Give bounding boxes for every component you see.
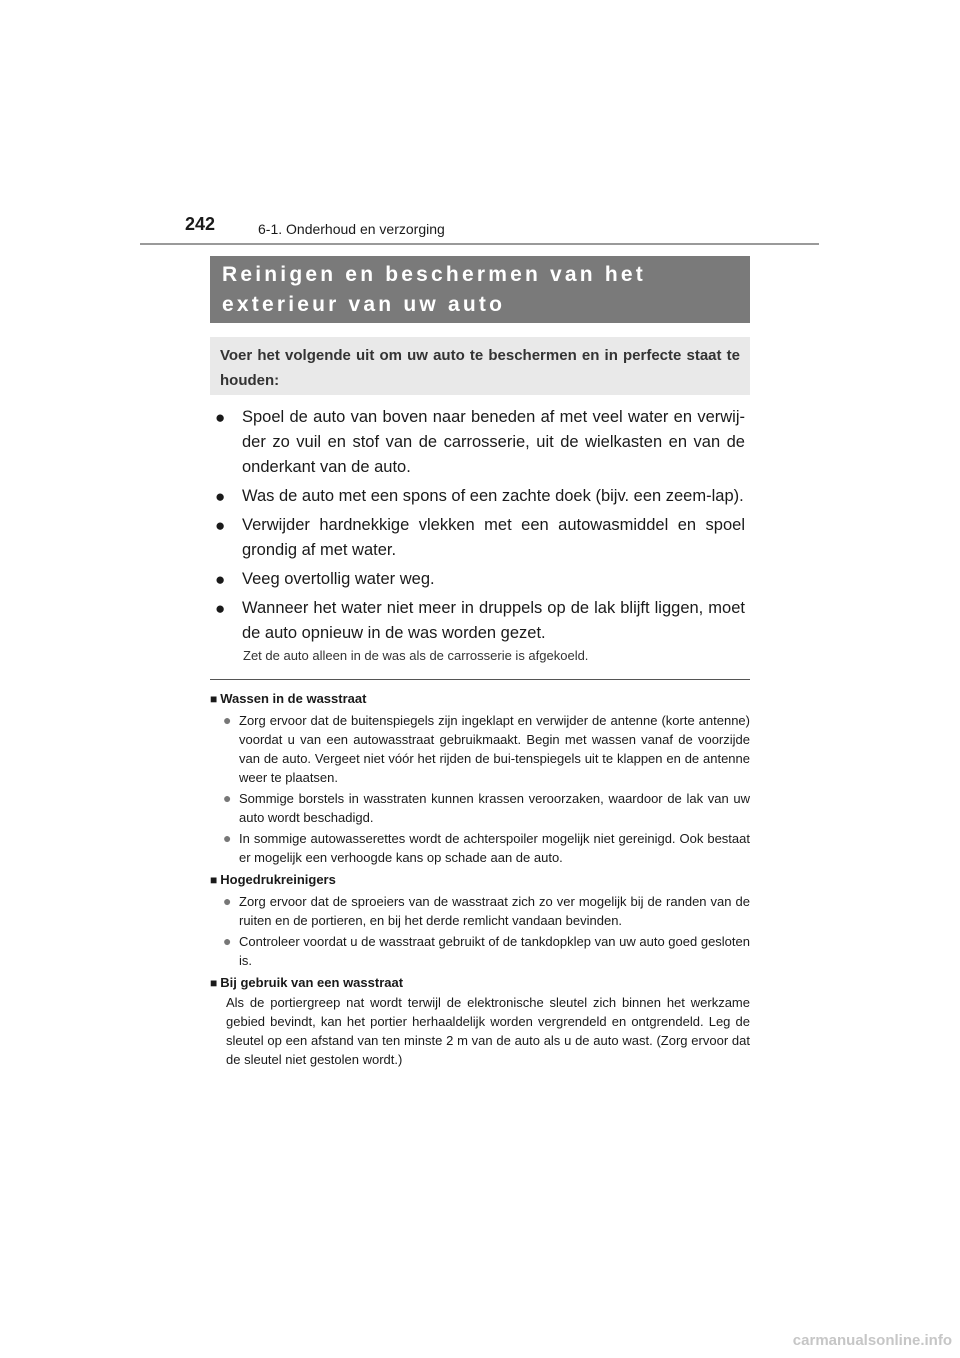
- note-heading-text: Wassen in de wasstraat: [220, 691, 367, 706]
- header-rule: [140, 243, 819, 245]
- note-heading-text: Hogedrukreinigers: [220, 872, 336, 887]
- note-heading: [210, 973, 750, 993]
- intro-box: [210, 337, 750, 395]
- square-bullet-icon: ■: [210, 873, 218, 887]
- watermark: carmanualsonline.info: [792, 1332, 952, 1349]
- notes-divider: [210, 679, 750, 680]
- square-bullet-icon: ■: [210, 692, 218, 706]
- page-number: 242: [185, 214, 216, 234]
- step-text: Veeg overtollig water weg.: [242, 570, 435, 588]
- note-item: [210, 829, 750, 867]
- note-paragraph: Als de portiergreep nat wordt terwijl de elektronische sleutel zich binnen het werkzame gebied bevindt, kan het portier herhaaldelijk worden vergrendeld en ontgrendeld. Leg de sleutel op een afstand van ten minste 2 m van de auto als u de auto wast. (Zorg ervoor dat de sleutel niet gestolen wordt.): [226, 995, 750, 1067]
- note-item-text: Zorg ervoor dat de sproeiers van de wasstraat zich zo ver mogelijk bij de randen van de ruiten en de portieren, en bij het derde remlicht vandaan bevinden.: [239, 894, 750, 928]
- intro-text: Voer het volgende uit om uw auto te beschermen en in perfecte staat te houden:: [220, 347, 740, 389]
- note-item: [210, 711, 750, 787]
- note-heading: [210, 870, 750, 890]
- note-item-text: In sommige autowasserettes wordt de achterspoiler mogelijk niet gereinigd. Ook bestaat er mogelijk een verhoogde kans op schade aan de auto.: [239, 831, 750, 865]
- note-item: [210, 789, 750, 827]
- section-reference: 6-1. Onderhoud en verzorging: [258, 221, 445, 237]
- note-item-text: Controleer voordat u de wasstraat gebruikt of de tankdopklep van uw auto goed gesloten is.: [239, 934, 750, 968]
- bullet-icon: ●: [215, 487, 226, 506]
- note-item: [210, 932, 750, 970]
- step-text: Verwijder hardnekkige vlekken met een autowasmiddel en spoel grondig af met water.: [242, 516, 745, 559]
- bullet-icon: ●: [223, 712, 232, 728]
- list-item: [215, 513, 745, 563]
- steps-note: Zet de auto alleen in de was als de carrosserie is afgekoeld.: [243, 648, 589, 663]
- title-box: [210, 256, 750, 323]
- bullet-icon: ●: [223, 830, 232, 846]
- step-text: Wanneer het water niet meer in druppels op de lak blijft liggen, moet de auto opnieuw in de was worden gezet.: [242, 599, 745, 642]
- list-item: [215, 596, 745, 646]
- bullet-icon: ●: [215, 408, 226, 427]
- note-heading-text: Bij gebruik van een wasstraat: [220, 975, 404, 990]
- note-heading: [210, 689, 750, 709]
- list-item: [215, 484, 745, 509]
- note-item-text: Sommige borstels in wasstraten kunnen krassen veroorzaken, waardoor de lak van uw auto wordt beschadigd.: [239, 791, 750, 825]
- step-text: Was de auto met een spons of een zachte doek (bijv. een zeem-lap).: [242, 487, 744, 505]
- bullet-icon: ●: [215, 516, 226, 535]
- bullet-icon: ●: [215, 570, 226, 589]
- list-item: [215, 567, 745, 592]
- step-text: Spoel de auto van boven naar beneden af met veel water en verwij-der zo vuil en stof van de carrosserie, uit de wielkasten en van de onderkant van de auto.: [242, 408, 745, 476]
- list-item: [215, 405, 745, 480]
- page-title: Reinigen en beschermen van het exterieur van uw auto: [222, 263, 646, 316]
- bullet-icon: ●: [223, 933, 232, 949]
- note-item: [210, 892, 750, 930]
- steps-list: [215, 405, 745, 650]
- note-item-text: Zorg ervoor dat de buitenspiegels zijn ingeklapt en verwijder de antenne (korte antenne) voordat u van een autowasstraat gebruikmaakt. Begin met wassen vanaf de voorzijde van de auto. Vergeet niet vóór het rijden de bui-tenspiegels uit te klappen en de antenne weer te plaatsen.: [239, 713, 750, 785]
- bullet-icon: ●: [215, 599, 226, 618]
- square-bullet-icon: ■: [210, 976, 218, 990]
- notes-section: [210, 686, 750, 1069]
- bullet-icon: ●: [223, 893, 232, 909]
- bullet-icon: ●: [223, 790, 232, 806]
